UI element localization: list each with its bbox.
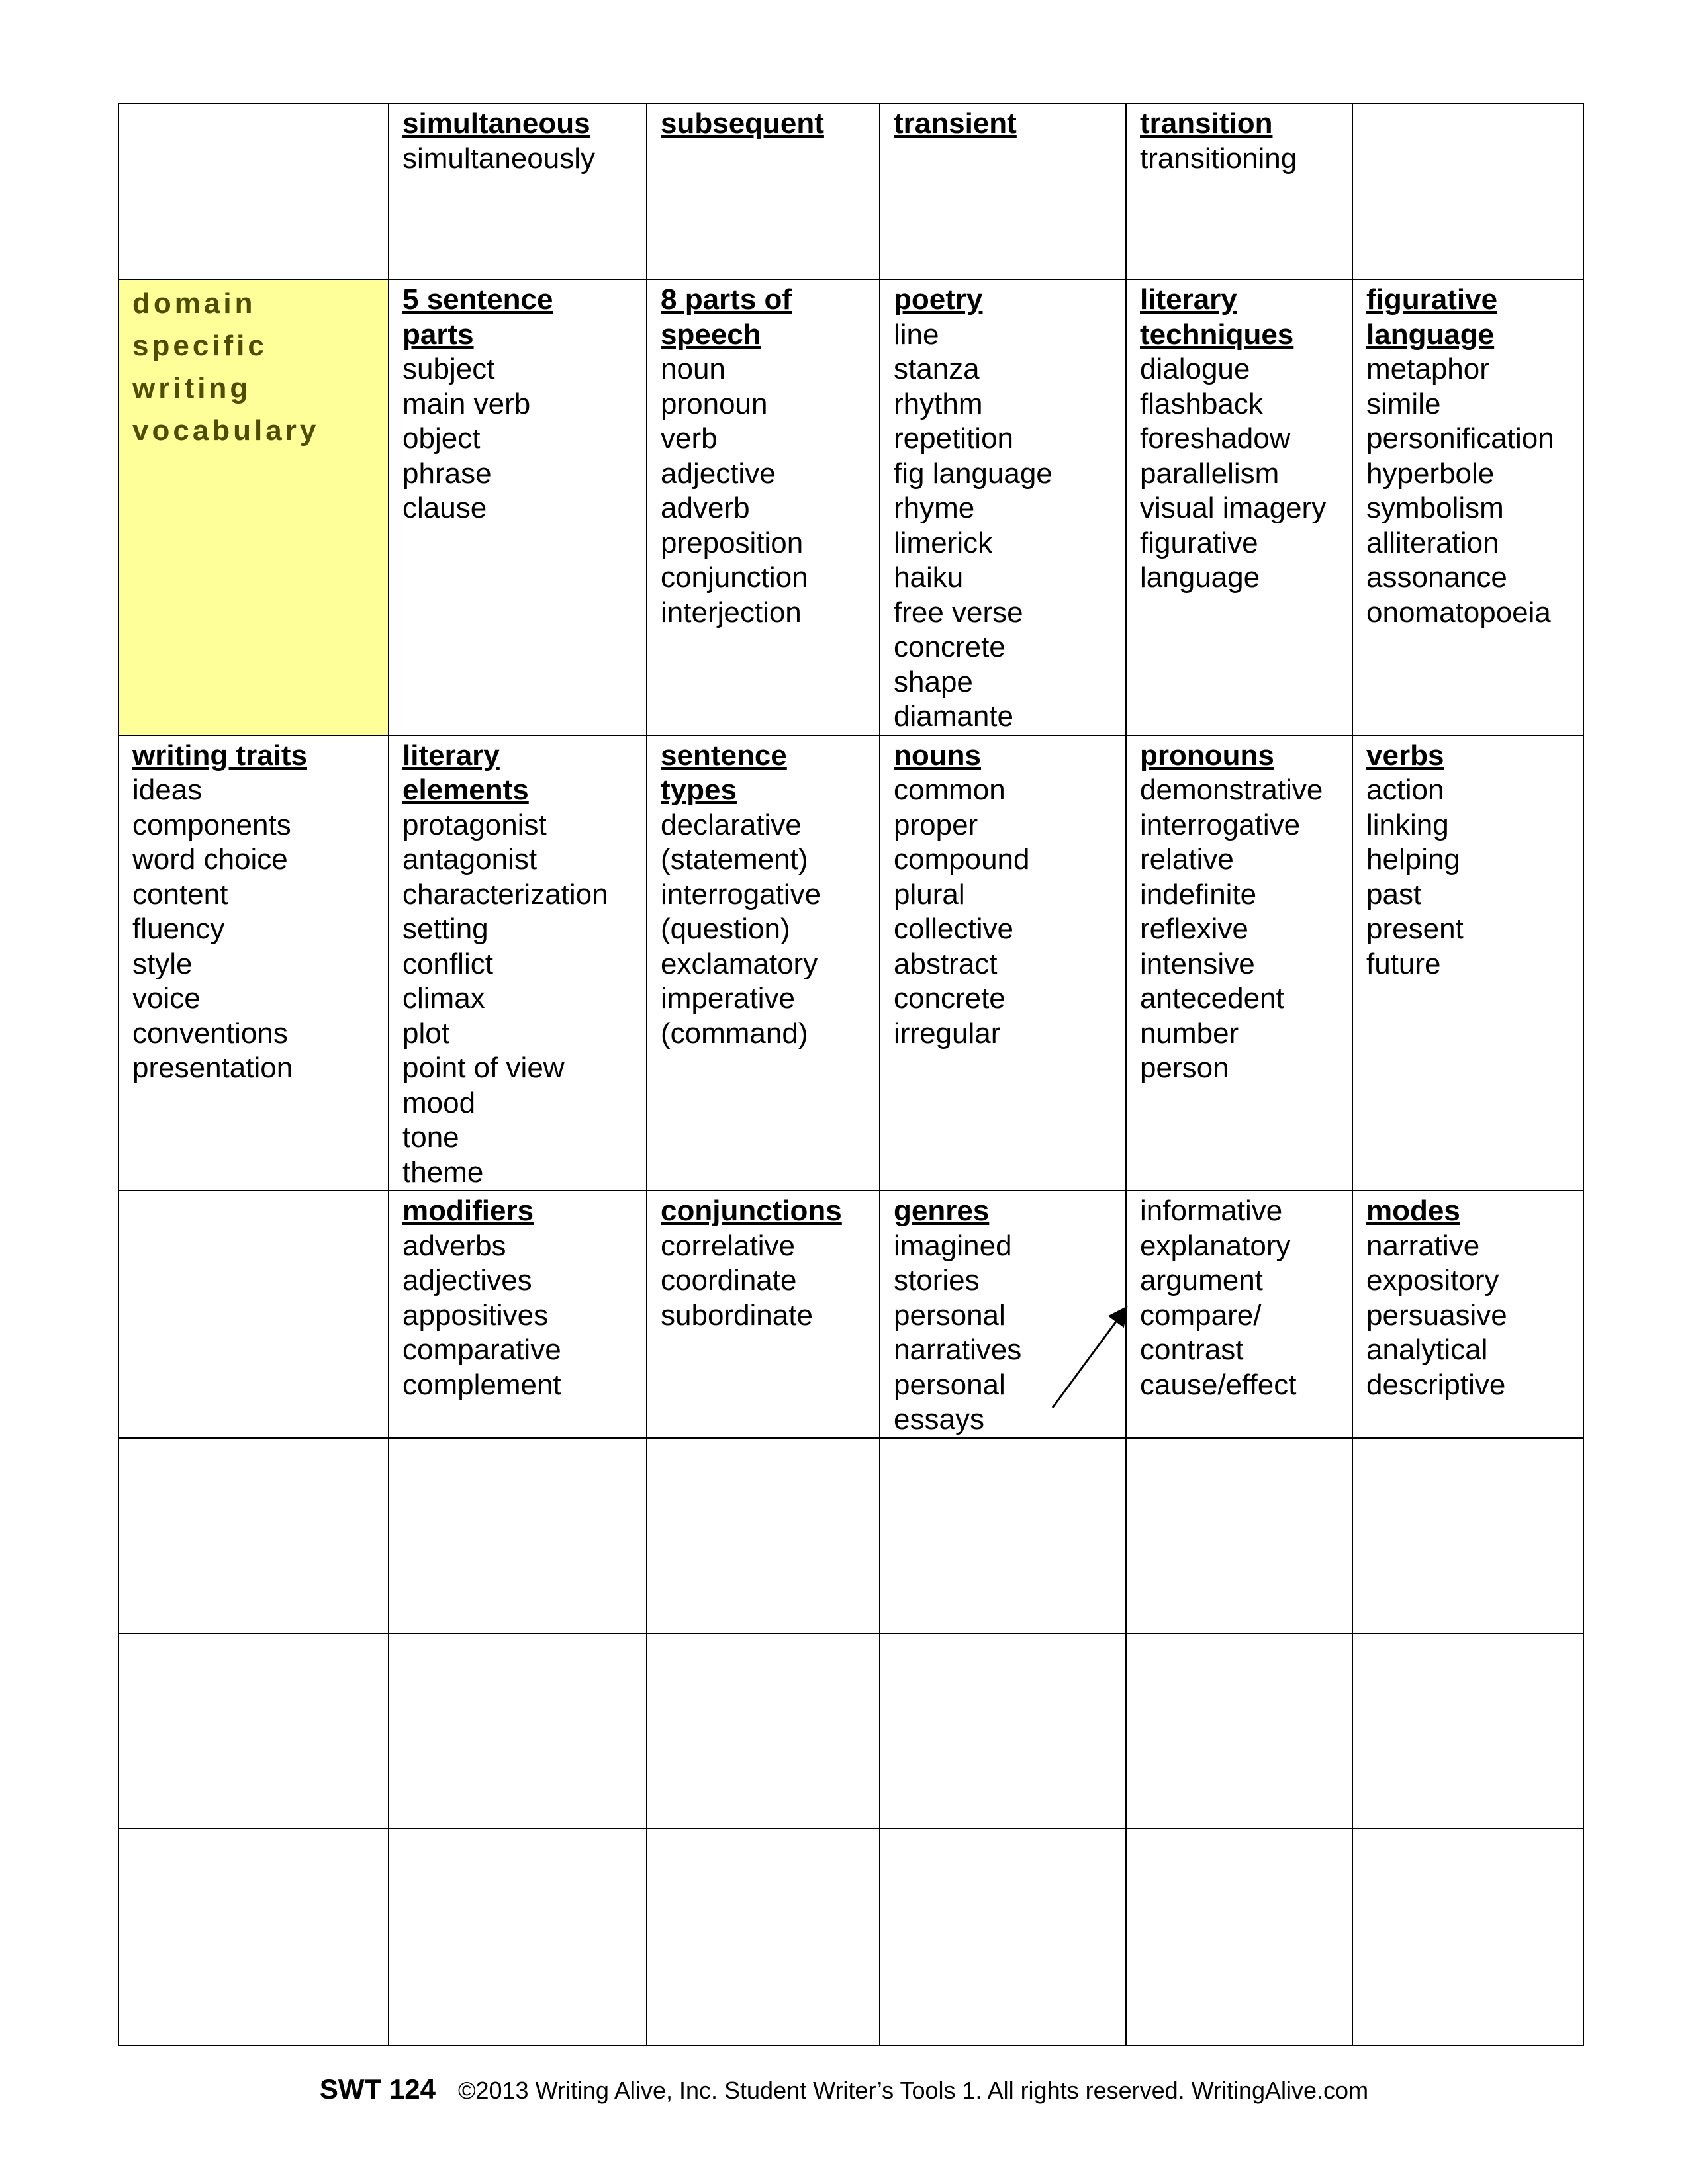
- table-cell: [389, 1438, 647, 1633]
- cell-term: word choice: [132, 843, 288, 876]
- cell-term: common: [894, 774, 1006, 806]
- cell-term: vocabulary: [132, 414, 320, 447]
- cell-term: symbolism: [1366, 492, 1504, 524]
- table-cell: [1126, 1829, 1352, 2046]
- table-cell: [1352, 279, 1583, 735]
- cell-term: compound: [894, 843, 1030, 876]
- cell-term: interjection: [661, 596, 802, 629]
- table-row: [118, 103, 1583, 279]
- table-row: [118, 1829, 1583, 2046]
- table-cell: [389, 279, 647, 735]
- vocabulary-table: [118, 103, 1584, 2046]
- cell-term: stanza: [894, 353, 980, 385]
- cell-term: language: [1140, 561, 1260, 594]
- cell-heading: techniques: [1140, 318, 1294, 351]
- domain-specific-vocabulary-cell: [118, 279, 389, 735]
- cell-term: metaphor: [1366, 353, 1489, 385]
- cell-heading: 5 sentence: [402, 283, 553, 316]
- cell-heading: transition: [1140, 107, 1273, 140]
- cell-term: irregular: [894, 1017, 1001, 1050]
- cell-term: plot: [402, 1017, 449, 1050]
- table-cell: [1352, 1829, 1583, 2046]
- table-cell: [880, 1633, 1126, 1829]
- cell-term: simultaneously: [402, 142, 596, 175]
- cell-heading: literary: [1140, 283, 1237, 316]
- table-cell: [118, 735, 389, 1191]
- cell-term: cause/effect: [1140, 1368, 1297, 1401]
- cell-term: future: [1366, 947, 1441, 980]
- cell-heading: types: [661, 774, 737, 806]
- table-cell: [1352, 103, 1583, 279]
- cell-heading: simultaneous: [402, 107, 590, 140]
- cell-term: point of view: [402, 1052, 565, 1084]
- cell-term: (statement): [661, 843, 808, 876]
- cell-term: informative: [1140, 1195, 1283, 1227]
- cell-term: interrogative: [661, 878, 821, 911]
- cell-heading: figurative: [1366, 283, 1498, 316]
- cell-term: writing: [132, 372, 252, 404]
- cell-term: assonance: [1366, 561, 1507, 594]
- cell-term: rhythm: [894, 387, 983, 420]
- cell-heading: nouns: [894, 739, 981, 772]
- table-row: [118, 279, 1583, 735]
- cell-term: action: [1366, 774, 1444, 806]
- cell-heading: pronouns: [1140, 739, 1274, 772]
- cell-term: domain: [132, 287, 256, 320]
- cell-heading: conjunctions: [661, 1195, 842, 1227]
- cell-term: present: [1366, 913, 1464, 945]
- cell-term: alliteration: [1366, 526, 1499, 559]
- cell-term: relative: [1140, 843, 1234, 876]
- cell-term: comparative: [402, 1334, 561, 1366]
- cell-term: (question): [661, 913, 790, 945]
- cell-heading: 8 parts of: [661, 283, 792, 316]
- cell-term: pronoun: [661, 387, 768, 420]
- cell-term: protagonist: [402, 808, 547, 841]
- cell-term: abstract: [894, 947, 998, 980]
- table-cell: [1126, 1633, 1352, 1829]
- cell-term: fig language: [894, 457, 1053, 490]
- table-cell: [1352, 1191, 1583, 1438]
- cell-term: interrogative: [1140, 808, 1301, 841]
- cell-term: coordinate: [661, 1264, 797, 1297]
- cell-term: concrete: [894, 982, 1006, 1015]
- cell-term: narrative: [1366, 1229, 1480, 1262]
- cell-term: mood: [402, 1086, 476, 1119]
- cell-term: haiku: [894, 561, 964, 594]
- cell-term: intensive: [1140, 947, 1255, 980]
- cell-term: collective: [894, 913, 1013, 945]
- cell-term: persuasive: [1366, 1298, 1507, 1332]
- cell-term: shape: [894, 665, 973, 698]
- cell-term: free verse: [894, 596, 1023, 629]
- cell-term: personal: [894, 1368, 1006, 1401]
- table-cell: [647, 735, 880, 1191]
- table-cell: [647, 279, 880, 735]
- cell-term: tone: [402, 1121, 459, 1154]
- cell-term: conventions: [132, 1017, 288, 1050]
- cell-term: antagonist: [402, 843, 538, 876]
- table-cell: [880, 103, 1126, 279]
- cell-heading: writing traits: [132, 739, 308, 772]
- cell-term: figurative: [1140, 526, 1258, 559]
- table-cell: [1126, 1438, 1352, 1633]
- cell-term: rhyme: [894, 492, 975, 524]
- cell-term: limerick: [894, 526, 993, 559]
- cell-heading: speech: [661, 318, 761, 351]
- table-cell: [647, 103, 880, 279]
- table-cell: [647, 1633, 880, 1829]
- table-cell: [1352, 1633, 1583, 1829]
- cell-term: verb: [661, 422, 718, 455]
- cell-term: line: [894, 318, 939, 351]
- cell-heading: parts: [402, 318, 474, 351]
- table-cell: [389, 1191, 647, 1438]
- cell-term: dialogue: [1140, 353, 1250, 385]
- cell-term: foreshadow: [1140, 422, 1291, 455]
- table-row: [118, 1633, 1583, 1829]
- cell-heading: genres: [894, 1195, 990, 1227]
- cell-term: demonstrative: [1140, 774, 1323, 806]
- table-row: [118, 1438, 1583, 1633]
- cell-term: adverbs: [402, 1229, 506, 1262]
- table-cell: [1352, 1438, 1583, 1633]
- cell-heading: subsequent: [661, 107, 824, 140]
- table-cell: [118, 1438, 389, 1633]
- table-cell: [389, 1633, 647, 1829]
- cell-term: complement: [402, 1368, 561, 1401]
- cell-term: repetition: [894, 422, 1014, 455]
- table-cell: [1126, 735, 1352, 1191]
- table-cell: [880, 279, 1126, 735]
- cell-heading: literary: [402, 739, 500, 772]
- table-cell: [1126, 279, 1352, 735]
- table-cell: [647, 1829, 880, 2046]
- cell-term: theme: [402, 1156, 484, 1189]
- cell-term: flashback: [1140, 387, 1263, 420]
- cell-term: preposition: [661, 526, 804, 559]
- table-cell: [118, 1191, 389, 1438]
- cell-term: argument: [1140, 1264, 1263, 1297]
- cell-term: imperative: [661, 982, 795, 1015]
- table-cell: [880, 1191, 1126, 1438]
- footer-copyright: ©2013 Writing Alive, Inc. Student Writer’s Tools 1. All rights reserved. WritingAlive.com: [457, 2077, 1369, 2104]
- cell-term: phrase: [402, 457, 492, 490]
- table-cell: [1126, 1191, 1352, 1438]
- cell-term: imagined: [894, 1229, 1012, 1262]
- cell-term: number: [1140, 1017, 1239, 1050]
- cell-heading: modes: [1366, 1195, 1460, 1227]
- cell-term: content: [132, 878, 228, 911]
- table-cell: [118, 103, 389, 279]
- cell-term: components: [132, 808, 291, 841]
- cell-term: essays: [894, 1403, 984, 1435]
- table-cell: [118, 1829, 389, 2046]
- cell-heading: poetry: [894, 283, 983, 316]
- cell-term: antecedent: [1140, 982, 1284, 1015]
- cell-heading: language: [1366, 318, 1495, 351]
- cell-term: object: [402, 422, 481, 455]
- cell-term: correlative: [661, 1229, 795, 1262]
- table-cell: [647, 1438, 880, 1633]
- table-cell: [118, 1633, 389, 1829]
- cell-term: contrast: [1140, 1334, 1244, 1366]
- cell-term: adverb: [661, 492, 750, 524]
- cell-term: helping: [1366, 843, 1460, 876]
- page-footer: [0, 2073, 1688, 2105]
- cell-term: ideas: [132, 774, 203, 806]
- table-cell: [389, 103, 647, 279]
- table-cell: [389, 735, 647, 1191]
- cell-heading: transient: [894, 107, 1017, 140]
- cell-term: visual imagery: [1140, 492, 1327, 524]
- cell-heading: sentence: [661, 739, 787, 772]
- cell-term: parallelism: [1140, 457, 1280, 490]
- cell-term: exclamatory: [661, 947, 818, 980]
- table-cell: [647, 1191, 880, 1438]
- table-row: [118, 1191, 1583, 1438]
- cell-term: narratives: [894, 1334, 1022, 1366]
- cell-term: setting: [402, 913, 489, 945]
- table-cell: [880, 1438, 1126, 1633]
- cell-heading: modifiers: [402, 1195, 534, 1227]
- cell-term: diamante: [894, 700, 1014, 733]
- cell-term: adjective: [661, 457, 776, 490]
- table-cell: [1352, 735, 1583, 1191]
- cell-term: descriptive: [1366, 1368, 1506, 1401]
- cell-term: characterization: [402, 878, 608, 911]
- cell-term: linking: [1366, 808, 1449, 841]
- table-cell: [389, 1829, 647, 2046]
- cell-term: transitioning: [1140, 142, 1297, 175]
- cell-term: main verb: [402, 387, 531, 420]
- cell-term: reflexive: [1140, 913, 1248, 945]
- cell-term: specific: [132, 330, 267, 362]
- cell-term: appositives: [402, 1298, 549, 1332]
- cell-term: expository: [1366, 1264, 1499, 1297]
- cell-term: subordinate: [661, 1298, 813, 1332]
- table-row: [118, 735, 1583, 1191]
- cell-term: voice: [132, 982, 201, 1015]
- cell-term: adjectives: [402, 1264, 532, 1297]
- cell-term: plural: [894, 878, 965, 911]
- cell-term: analytical: [1366, 1334, 1488, 1366]
- cell-term: climax: [402, 982, 485, 1015]
- cell-term: personal: [894, 1298, 1006, 1332]
- cell-term: compare/: [1140, 1298, 1262, 1332]
- cell-term: onomatopoeia: [1366, 596, 1551, 629]
- cell-term: subject: [402, 353, 495, 385]
- table-cell: [880, 735, 1126, 1191]
- cell-term: style: [132, 947, 193, 980]
- cell-term: personification: [1366, 422, 1554, 455]
- cell-term: conflict: [402, 947, 493, 980]
- footer-page-code: SWT 124: [319, 2073, 436, 2105]
- cell-term: presentation: [132, 1052, 293, 1084]
- cell-term: indefinite: [1140, 878, 1257, 911]
- cell-term: past: [1366, 878, 1422, 911]
- cell-term: fluency: [132, 913, 225, 945]
- cell-term: conjunction: [661, 561, 808, 594]
- cell-term: stories: [894, 1264, 980, 1297]
- cell-term: simile: [1366, 387, 1441, 420]
- table-cell: [880, 1829, 1126, 2046]
- cell-heading: verbs: [1366, 739, 1444, 772]
- cell-term: (command): [661, 1017, 808, 1050]
- table-cell: [1126, 103, 1352, 279]
- cell-term: clause: [402, 492, 487, 524]
- cell-term: explanatory: [1140, 1229, 1291, 1262]
- cell-term: declarative: [661, 808, 802, 841]
- cell-term: concrete: [894, 631, 1006, 663]
- cell-term: hyperbole: [1366, 457, 1495, 490]
- cell-term: noun: [661, 353, 726, 385]
- cell-term: person: [1140, 1052, 1229, 1084]
- cell-heading: elements: [402, 774, 529, 806]
- cell-term: proper: [894, 808, 978, 841]
